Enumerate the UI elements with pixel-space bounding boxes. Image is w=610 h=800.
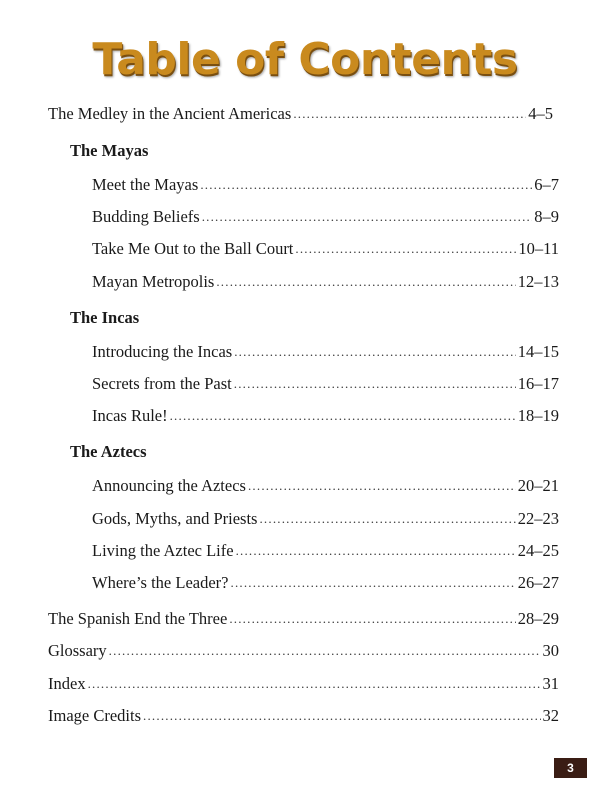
toc-entry[interactable] [92, 476, 559, 496]
toc-entry-label: Secrets from the Past [92, 374, 232, 393]
toc-entry[interactable] [92, 207, 559, 227]
toc-entry[interactable] [92, 406, 559, 426]
toc-entry-index[interactable] [48, 674, 559, 694]
dot-leader [236, 543, 516, 559]
toc-entry[interactable] [92, 272, 559, 292]
toc-entry-image-credits[interactable] [48, 706, 559, 726]
dot-leader [143, 708, 540, 724]
dot-leader [259, 511, 515, 527]
toc-entry-pages: 8–9 [534, 207, 559, 226]
toc-entry-pages: 10–11 [518, 239, 559, 258]
toc-entry-label: Index [48, 674, 86, 693]
toc-entry-label: The Medley in the Ancient Americas [48, 104, 292, 123]
toc-entry-label: Gods, Myths, and Priests [92, 509, 258, 528]
toc-entry-pages: 26–27 [517, 573, 559, 592]
toc-entry-label: The Spanish End the Three [48, 609, 228, 628]
toc-entry[interactable] [92, 573, 559, 593]
toc-entry-pages: 30 [542, 641, 559, 660]
toc-entry-pages: 32 [542, 706, 559, 725]
dot-leader [248, 478, 516, 494]
toc-entry-pages: 31 [542, 674, 559, 693]
toc-entry-label: Announcing the Aztecs [92, 476, 246, 495]
toc-entry-pages: 20–21 [517, 476, 559, 495]
toc-entry-label: Living the Aztec Life [92, 541, 234, 560]
toc-entry-pages: 4–5 [528, 104, 553, 123]
toc-entry-pages: 24–25 [517, 541, 559, 560]
dot-leader [231, 575, 516, 591]
dot-leader [216, 274, 515, 290]
toc-entry-spanish[interactable] [48, 609, 559, 629]
toc-entry-pages: 18–19 [517, 406, 559, 425]
dot-leader [234, 376, 516, 392]
toc-entry[interactable] [92, 374, 559, 394]
toc-entry[interactable] [92, 342, 559, 362]
toc-entry-label: Meet the Mayas [92, 175, 199, 194]
toc-entry-label: Budding Beliefs [92, 207, 200, 226]
dot-leader [170, 408, 516, 424]
toc-entry-label: Image Credits [48, 706, 142, 725]
toc-entry-label: Introducing the Incas [92, 342, 233, 361]
toc-entry-glossary[interactable] [48, 641, 559, 661]
toc-entry[interactable] [92, 175, 559, 195]
toc-entry-label: Mayan Metropolis [92, 272, 215, 291]
dot-leader [229, 611, 515, 627]
section-heading-mayas: The Mayas [70, 141, 149, 160]
toc-entry-label: Take Me Out to the Ball Court [92, 239, 294, 258]
toc-entry-intro[interactable] [48, 104, 553, 124]
toc-entry-label: Incas Rule! [92, 406, 168, 425]
dot-leader [88, 676, 541, 692]
dot-leader [200, 177, 532, 193]
dot-leader [202, 209, 533, 225]
page-number-badge: 3 [554, 758, 587, 778]
toc-entry-pages: 12–13 [517, 272, 559, 291]
dot-leader [109, 643, 541, 659]
section-heading-aztecs: The Aztecs [70, 442, 147, 461]
toc-entry-pages: 22–23 [517, 509, 559, 528]
toc-entry-label: Where’s the Leader? [92, 573, 229, 592]
toc-entry-pages: 14–15 [517, 342, 559, 361]
dot-leader [293, 106, 526, 122]
page-title: Table of Contents [92, 34, 518, 85]
toc-entry-pages: 28–29 [517, 609, 559, 628]
toc-entry[interactable] [92, 541, 559, 561]
dot-leader [234, 344, 516, 360]
toc-entry-pages: 6–7 [534, 175, 559, 194]
toc-entry-pages: 16–17 [517, 374, 559, 393]
section-heading-incas: The Incas [70, 308, 140, 327]
toc-entry[interactable] [92, 509, 559, 529]
toc-entry[interactable] [92, 239, 559, 259]
dot-leader [295, 241, 516, 257]
toc-entry-label: Glossary [48, 641, 107, 660]
